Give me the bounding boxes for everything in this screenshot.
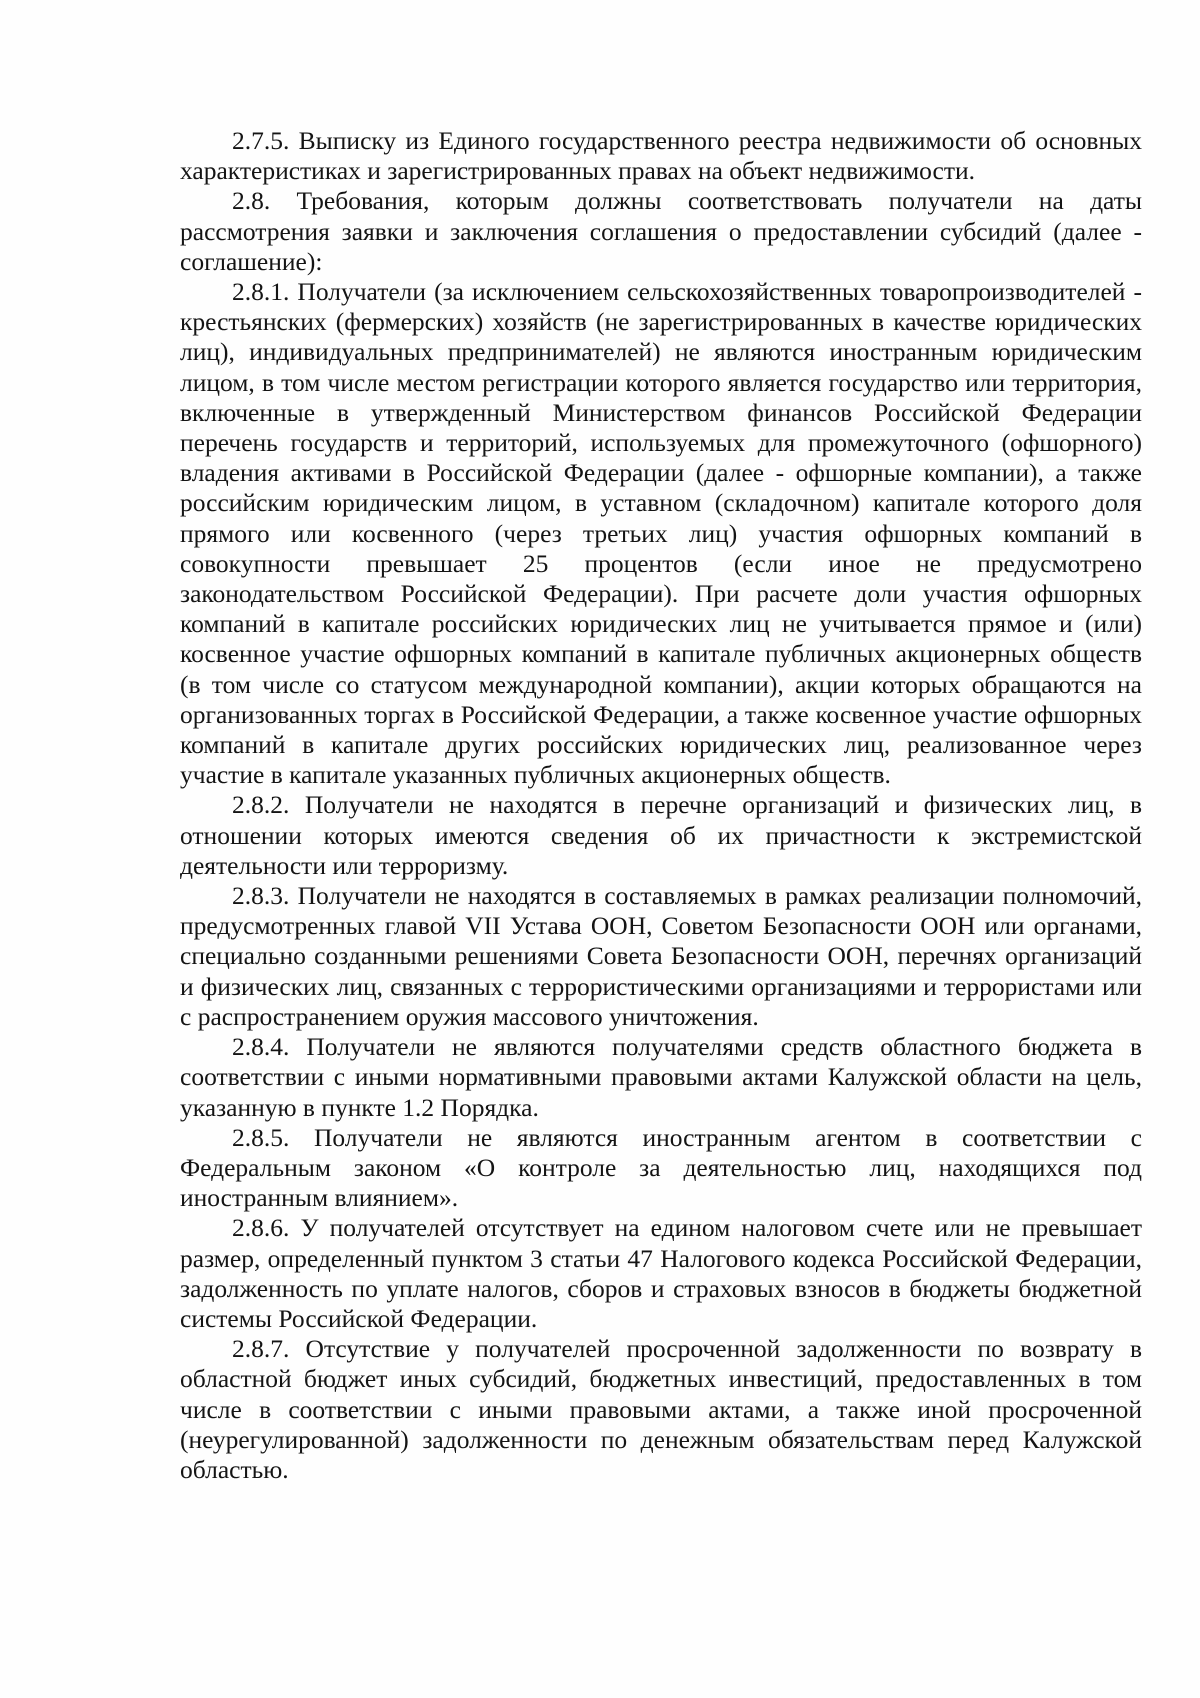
paragraph-2-8-6: 2.8.6. У получателей отсутствует на едином налоговом счете или не превышает размер, определенный пунктом 3 статьи 47 Налогового кодекса Российской Федерации, задолженность по уплате налогов, сборов и страховых взносов в бюджеты бюджетной системы Российской Федерации.: [180, 1213, 1142, 1333]
paragraph-2-8: 2.8. Требования, которым должны соответствовать получатели на даты рассмотрения заявки и заключения соглашения о предоставлении субсидий (далее - соглашение):: [180, 186, 1142, 276]
paragraph-2-8-3: 2.8.3. Получатели не находятся в составляемых в рамках реализации полномочий, предусмотренных главой VII Устава ООН, Советом Безопасности ООН или органами, специально созданными решениями Совета Безопасности ООН, перечнях организаций и физических лиц, связанных с террористическими организациями и террористами или с распространением оружия массового уничтожения.: [180, 881, 1142, 1031]
paragraph-2-8-1: 2.8.1. Получатели (за исключением сельскохозяйственных товаропроизводителей - крестьянских (фермерских) хозяйств (не зарегистрированных в качестве юридических лиц), индивидуальных предпринимателей) не являются иностранным юридическим лицом, в том числе местом регистрации которого является государство или территория, включенные в утвержденный Министерством финансов Российской Федерации перечень государств и территорий, используемых для промежуточного (офшорного) владения активами в Российской Федерации (далее - офшорные компании), а также российским юридическим лицом, в уставном (складочном) капитале которого доля прямого или косвенного (через третьих лиц) участия офшорных компаний в совокупности превышает 25 процентов (если иное не предусмотрено законодательством Российской Федерации). При расчете доли участия офшорных компаний в капитале российских юридических лиц не учитывается прямое и (или) косвенное участие офшорных компаний в капитале публичных акционерных обществ (в том числе со статусом международной компании), акции которых обращаются на организованных торгах в Российской Федерации, а также косвенное участие офшорных компаний в капитале других российских юридических лиц, реализованное через участие в капитале указанных публичных акционерных обществ.: [180, 277, 1142, 790]
paragraph-2-8-2: 2.8.2. Получатели не находятся в перечне организаций и физических лиц, в отношении которых имеются сведения об их причастности к экстремистской деятельности или терроризму.: [180, 790, 1142, 880]
paragraph-2-8-7: 2.8.7. Отсутствие у получателей просроченной задолженности по возврату в областной бюджет иных субсидий, бюджетных инвестиций, предоставленных в том числе в соответствии с иными правовыми актами, а также иной просроченной (неурегулированной) задолженности по денежным обязательствам перед Калужской областью.: [180, 1334, 1142, 1484]
paragraph-2-7-5: 2.7.5. Выписку из Единого государственного реестра недвижимости об основных характеристиках и зарегистрированных правах на объект недвижимости.: [180, 126, 1142, 186]
document-body: [180, 126, 1142, 1485]
paragraph-2-8-5: 2.8.5. Получатели не являются иностранным агентом в соответствии с Федеральным законом «О контроле за деятельностью лиц, находящихся под иностранным влиянием».: [180, 1122, 1142, 1213]
paragraph-2-8-4: 2.8.4. Получатели не являются получателями средств областного бюджета в соответствии с иными нормативными правовыми актами Калужской области на цель, указанную в пункте 1.2 Порядка.: [180, 1032, 1142, 1122]
